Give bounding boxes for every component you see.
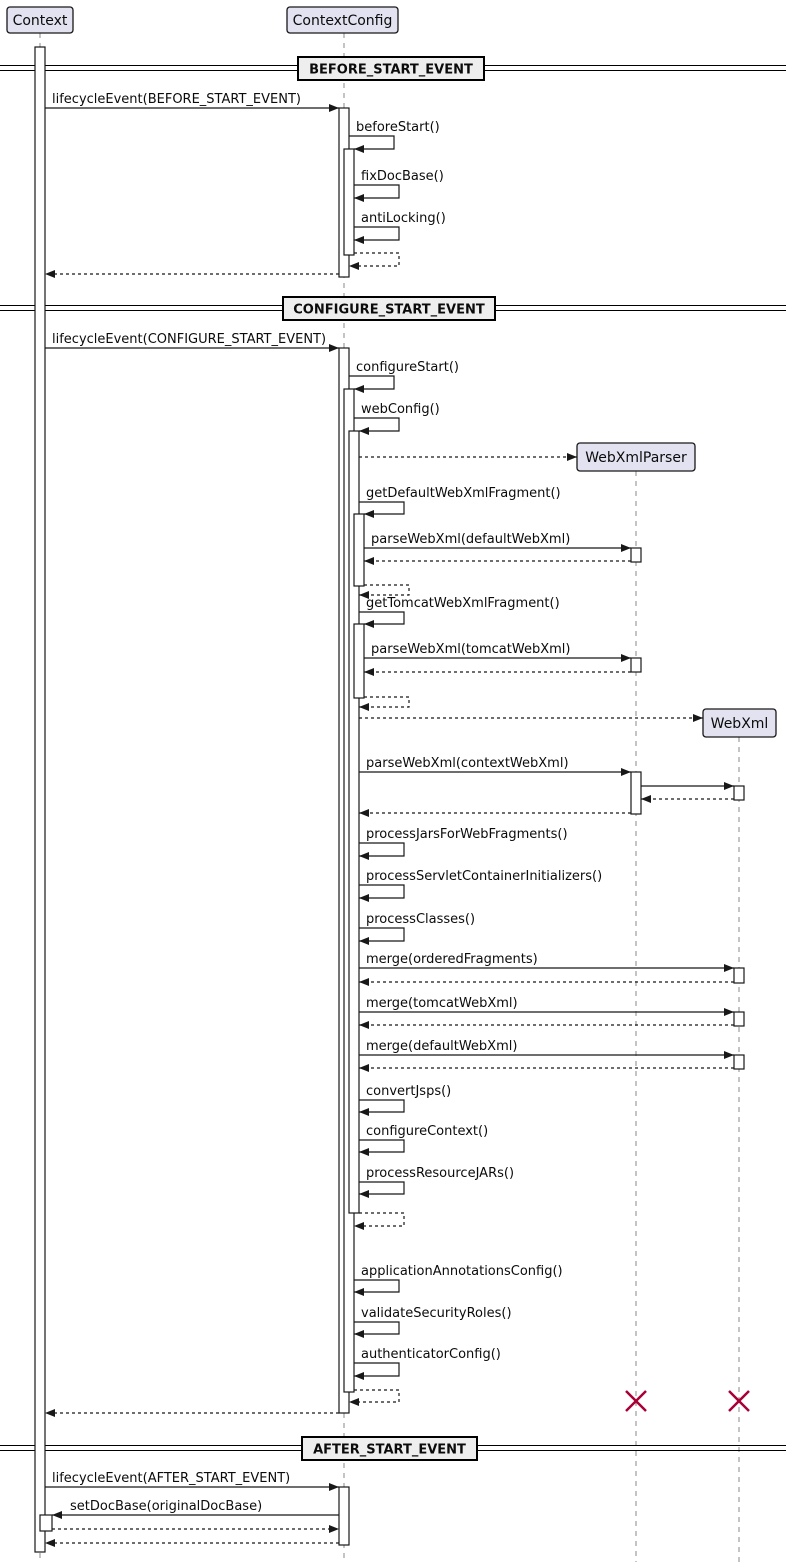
divider-configure-start-event-label: CONFIGURE_START_EVENT <box>293 302 485 318</box>
divider-after-start-event-label: AFTER_START_EVENT <box>313 1442 466 1458</box>
message-configurecontext-label: configureContext() <box>366 1124 489 1139</box>
message-antilocking-label: antiLocking() <box>361 211 446 226</box>
message-getdefaultwebxmlfragment-label: getDefaultWebXmlFragment() <box>366 486 561 501</box>
parser-activation-2 <box>631 658 641 672</box>
contextconfig-before-inner <box>344 149 354 255</box>
message-processclasses-label: processClasses() <box>366 912 476 927</box>
participant-context-config-label: ContextConfig <box>292 13 393 29</box>
message-lifecycleevent-configure-start-event-label: lifecycleEvent(CONFIGURE_START_EVENT) <box>52 332 327 347</box>
contextconfig-configure-l3b <box>354 624 364 698</box>
message-configurestart-label: configureStart() <box>356 360 459 375</box>
contextconfig-configure-l3a <box>354 514 364 586</box>
message-gettomcatwebxmlfragment-label: getTomcatWebXmlFragment() <box>366 596 560 611</box>
participant-web-xml-parser-label: WebXmlParser <box>585 450 687 466</box>
message-setdocbase-originaldocbase-label: setDocBase(originalDocBase) <box>70 1499 263 1514</box>
message-merge-tomcatwebxml-label: merge(tomcatWebXml) <box>366 996 518 1011</box>
message-parsewebxml-contextwebxml-label: parseWebXml(contextWebXml) <box>366 756 569 771</box>
message-processservletcontainerinitializers-label: processServletContainerInitializers() <box>366 869 603 884</box>
parser-activation-3 <box>631 772 641 814</box>
message-applicationannotationsconfig-label: applicationAnnotationsConfig() <box>361 1264 563 1279</box>
webxml-activation-3 <box>734 1012 744 1026</box>
message-validatesecurityroles-label: validateSecurityRoles() <box>361 1306 512 1321</box>
message-convertjsps-label: convertJsps() <box>366 1084 452 1099</box>
message-merge-orderedfragments-label: merge(orderedFragments) <box>366 952 538 967</box>
participant-web-xml-label: WebXml <box>710 716 769 732</box>
message-parsewebxml-tomcatwebxml-label: parseWebXml(tomcatWebXml) <box>371 642 571 657</box>
parser-activation-1 <box>631 548 641 562</box>
message-authenticatorconfig-label: authenticatorConfig() <box>361 1347 501 1362</box>
divider-before-start-event-label: BEFORE_START_EVENT <box>309 62 473 78</box>
participant-context-label: Context <box>12 13 68 29</box>
webxml-activation-4 <box>734 1055 744 1069</box>
message-fixdocbase-label: fixDocBase() <box>361 169 444 184</box>
context-activation-main <box>35 47 45 1552</box>
message-parsewebxml-defaultwebxml-label: parseWebXml(defaultWebXml) <box>371 532 571 547</box>
message-beforestart-label: beforeStart() <box>356 120 440 135</box>
contextconfig-after <box>339 1487 349 1545</box>
message-processjarsforwebfragments-label: processJarsForWebFragments() <box>366 827 568 842</box>
message-lifecycleevent-before-start-event-label: lifecycleEvent(BEFORE_START_EVENT) <box>52 92 301 107</box>
webxml-activation-2 <box>734 968 744 983</box>
context-activation-nested <box>40 1515 52 1531</box>
webxml-activation-1 <box>734 786 744 800</box>
message-webconfig-label: webConfig() <box>361 402 440 417</box>
message-processresourcejars-label: processResourceJARs() <box>366 1166 515 1181</box>
message-lifecycleevent-after-start-event-label: lifecycleEvent(AFTER_START_EVENT) <box>52 1471 291 1486</box>
message-merge-defaultwebxml-label: merge(defaultWebXml) <box>366 1039 518 1054</box>
